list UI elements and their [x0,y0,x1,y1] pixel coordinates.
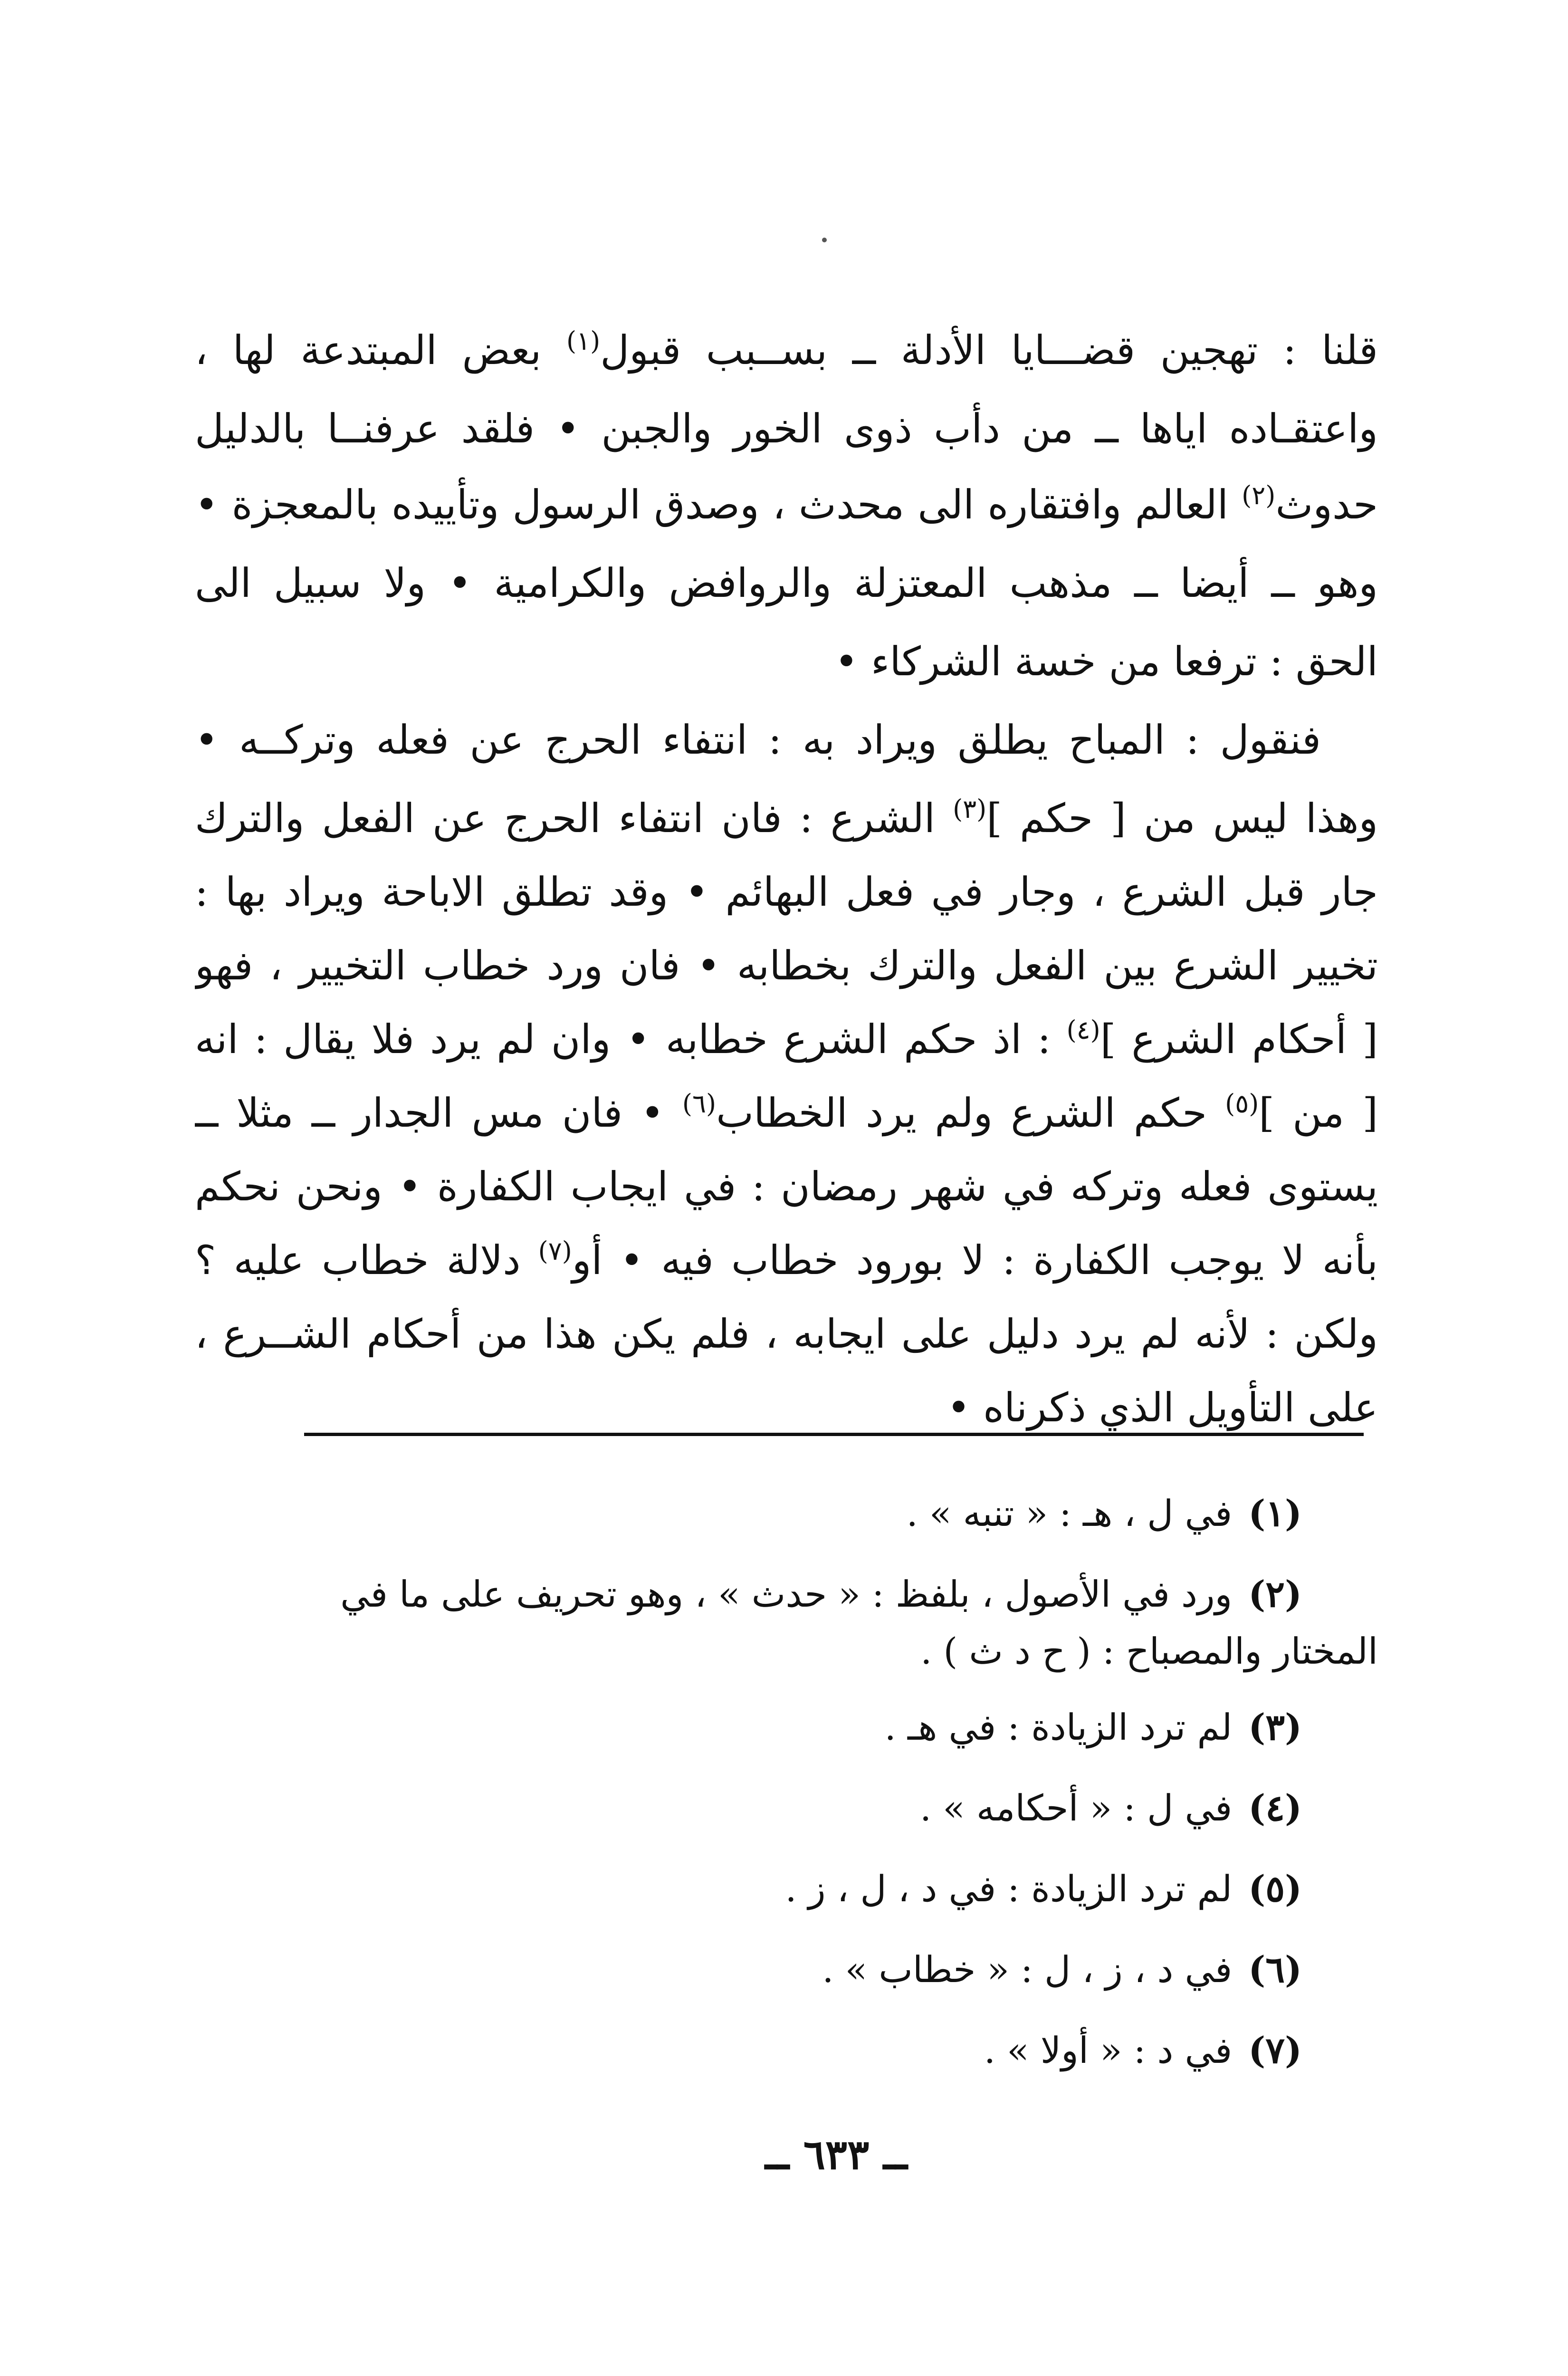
text: : اذ حكم الشرع خطابه • وان لم يرد فلا يقال : انه [195,1016,1067,1063]
footnote-number: (٧) [1248,2029,1302,2071]
footnote-number: (٢) [1248,1573,1302,1615]
footnote-number: (٤) [1248,1787,1302,1829]
text: • فان مس الجدار ــ مثلا ــ [195,1090,682,1136]
p2-line-10: على التأويل الذي ذكرناه • [947,1384,1378,1431]
p1-line-5: الحق : ترفعا من خسة الشركاء • [834,638,1378,685]
footnote-ref: (٤) [1066,1015,1100,1045]
footnote-number: (٥) [1248,1868,1302,1910]
text: بعض المبتدعة لها ، [195,327,567,374]
footnote-number: (٣) [1248,1706,1302,1748]
text: بأنه لا يوجب الكفارة : لا بورود خطاب فيه • أو [572,1237,1378,1284]
p2-line-7: يستوى فعله وتركه في شهر رمضان : في ايجاب الكفارة • ونحن نحكم [195,1163,1378,1210]
text: حكم الشرع ولم يرد الخطاب [716,1090,1225,1136]
footnote-number: (٦) [1248,1948,1302,1991]
footnote-text: في ل ، هـ : « تنبه » . [906,1492,1233,1534]
footnote-6 [209,1934,1302,2005]
text: قلنا : تهجين قضـــايا الأدلة ــ بســبب قبول [600,327,1378,374]
footnote-2-continuation: المختار والمصباح : ( ح د ث ) . [920,1630,1378,1672]
p1-line-2: واعتقـاده اياها ــ من دأب ذوى الخور والجبن • فلقد عرفنــا بالدليل [195,405,1378,452]
footnote-ref: (١) [566,326,601,356]
p1-line-1 [195,309,1378,392]
p2-line-9: ولكن : لأنه لم يرد دليل على ايجابه ، فلم يكن هذا من أحكام الشــرع ، [195,1311,1378,1357]
p2-line-6 [195,1072,1378,1155]
p2-line-5 [195,998,1378,1081]
footnote-ref: (٥) [1225,1089,1259,1119]
text: دلالة خطاب عليه ؟ [195,1237,538,1284]
footnote-ref: (٣) [953,794,987,824]
p2-line-1: فنقول : المباح يطلق ويراد به : انتفاء الحرج عن فعله وتركــه • [195,717,1321,763]
footnote-ref: (٢) [1242,480,1276,510]
footnote-number: (١) [1248,1492,1302,1534]
text: الشرع : فان انتفاء الحرج عن الفعل والترك [195,795,953,842]
footnote-separator [304,1433,1364,1436]
footnote-text: في د : « أولا » . [984,2029,1233,2071]
footnote-7 [209,2015,1302,2086]
footnote-text: في د ، ز ، ل : « خطاب » . [822,1948,1233,1991]
text: حدوث [1275,481,1378,528]
footnote-5 [209,1853,1302,1925]
page-number: ــ ٦٣٣ ــ [765,2131,908,2179]
footnote-text: ورد في الأصول ، بلفظ : « حدث » ، وهو تحريف على ما في [340,1573,1233,1615]
p2-line-2 [195,777,1378,860]
text: وهذا ليس من [ حكم ] [986,795,1378,842]
text: العالم وافتقاره الى محدث ، وصدق الرسول وتأييده بالمعجزة • [195,481,1242,528]
footnote-text: لم ترد الزيادة : في د ، ل ، ز . [785,1868,1233,1910]
footnote-ref: (٧) [538,1236,572,1266]
p1-line-3 [195,463,1378,546]
p2-line-4: تخيير الشرع بين الفعل والترك بخطابه • فان ورد خطاب التخيير ، فهو [195,942,1378,989]
text: [ من ] [1259,1090,1378,1136]
footnote-4 [209,1772,1302,1844]
footnote-ref: (٦) [682,1089,717,1119]
footnote-3 [209,1692,1302,1763]
footnote-text: لم ترد الزيادة : في هـ . [884,1706,1233,1748]
p1-line-4: وهو ــ أيضا ــ مذهب المعتزلة والروافض والكرامية • ولا سبيل الى [195,560,1378,606]
p2-line-3: جار قبل الشرع ، وجار في فعل البهائم • وقد تطلق الاباحة ويراد بها : [195,869,1378,915]
footnote-text: في ل : « أحكامه » . [919,1787,1233,1829]
footnote-1 [209,1478,1302,1549]
p2-line-8 [195,1219,1378,1302]
text: [ أحكام الشرع ] [1100,1016,1378,1063]
speck [822,238,827,242]
